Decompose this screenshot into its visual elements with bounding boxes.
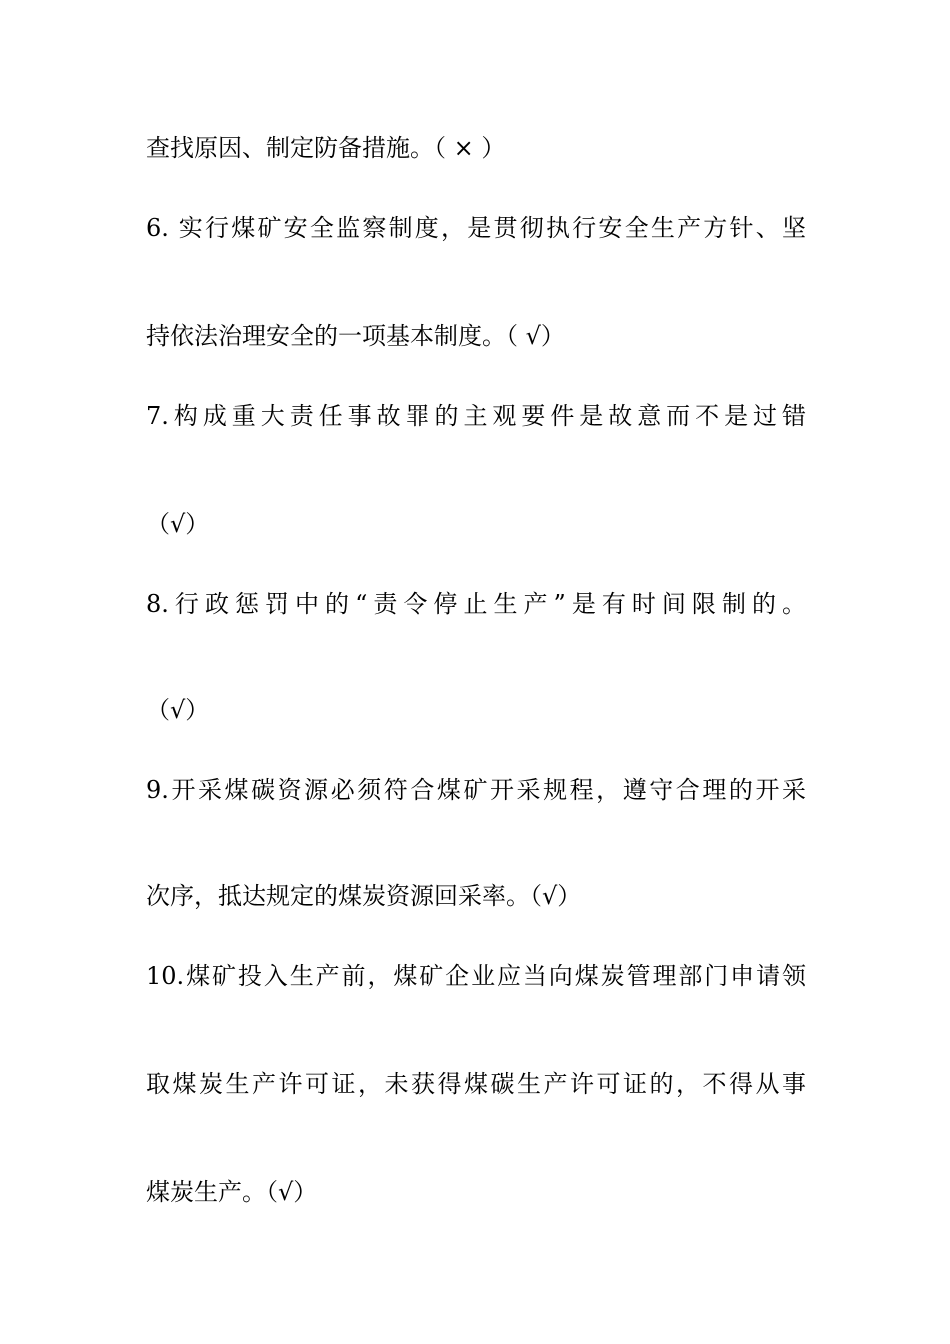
text-line-item-7-answer: （√） xyxy=(146,510,210,538)
text-line-item-9-end: 次序，抵达规定的煤炭资源回采率。（√） xyxy=(146,882,582,910)
text-line-item-8-answer: （√） xyxy=(146,696,210,724)
text-line-item-5-end: 查找原因、制定防备措施。（ × ） xyxy=(146,134,506,162)
text-line-item-9-start: 9.开采煤碳资源必须符合煤矿开采规程，遵守合理的开采 xyxy=(146,776,806,804)
text-line-item-6-start: 6. 实行煤矿安全监察制度，是贯彻执行安全生产方针、坚 xyxy=(146,214,806,242)
text-line-item-8-start: 8.行政惩罚中的“责令停止生产”是有时间限制的。 xyxy=(146,590,806,618)
text-line-item-10-middle: 取煤炭生产许可证，未获得煤碳生产许可证的，不得从事 xyxy=(146,1070,806,1098)
text-line-item-7-start: 7.构成重大责任事故罪的主观要件是故意而不是过错 xyxy=(146,402,806,430)
text-line-item-10-start: 10.煤矿投入生产前，煤矿企业应当向煤炭管理部门申请领 xyxy=(146,962,806,990)
text-line-item-6-end: 持依法治理安全的一项基本制度。（ √） xyxy=(146,322,565,350)
text-line-item-10-end: 煤炭生产。（√） xyxy=(146,1178,318,1206)
